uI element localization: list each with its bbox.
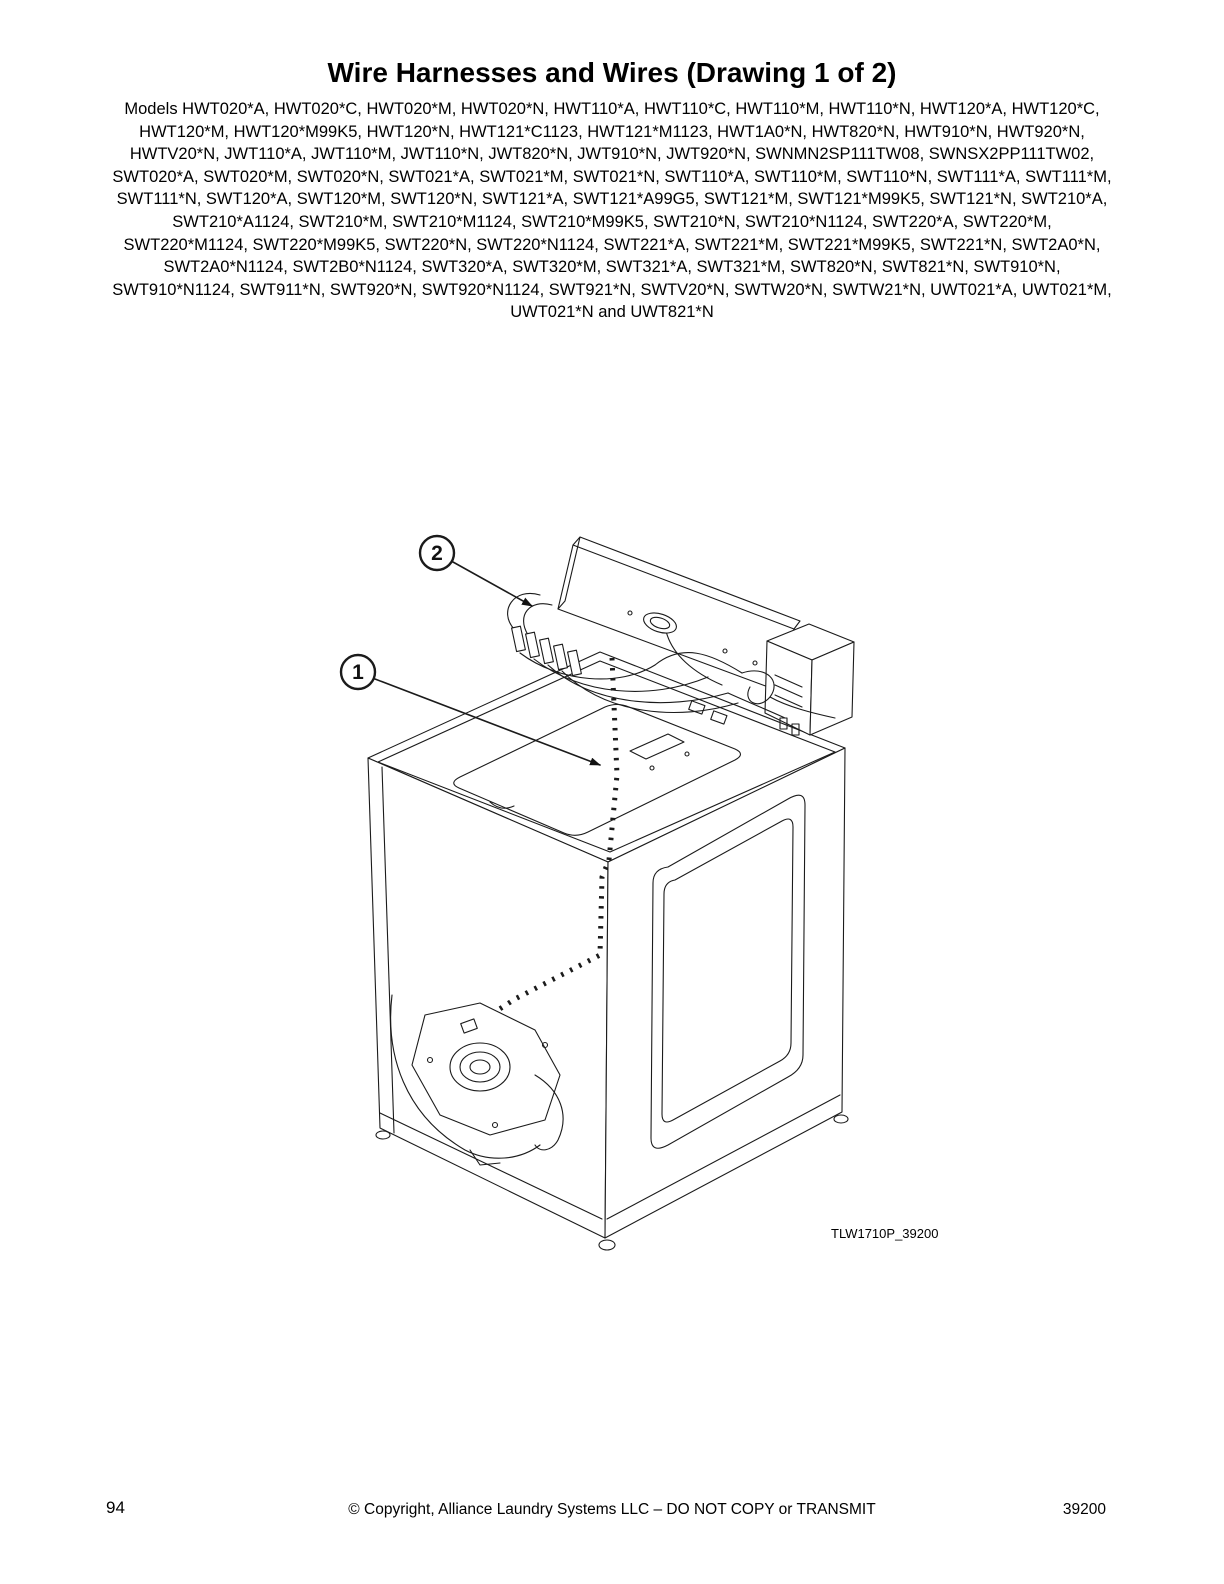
page-title: Wire Harnesses and Wires (Drawing 1 of 2) (327, 57, 897, 88)
harness-connector (512, 626, 526, 651)
harness-connector (554, 644, 568, 669)
leveling-foot (834, 1115, 848, 1123)
callout-2 (420, 536, 532, 606)
leveling-foot (376, 1131, 390, 1139)
leveling-foot (599, 1240, 615, 1250)
harness-connector (526, 632, 540, 657)
callout-2-label: 2 (431, 542, 443, 565)
callout-1-label: 1 (352, 661, 364, 684)
page-number: 94 (106, 1498, 125, 1517)
callout-2-leader-arrow (453, 562, 532, 606)
harness-connector (540, 638, 554, 663)
copyright-notice: © Copyright, Alliance Laundry Systems LLC – DO NOT COPY or TRANSMIT (348, 1501, 876, 1518)
drawing-code-label: TLW1710P_39200 (831, 1226, 939, 1241)
models-list: Models HWT020*A, HWT020*C, HWT020*M, HWT020*N, HWT110*A, HWT110*C, HWT110*M, HWT110*N, HWT120*A, HWT120*C, HWT120*M, HWT120*M99K5, HWT120*N, HWT121*C1123, HWT121*M1123, HWT1A0*N, HWT820*N, HWT910*N, HWT920*N, HWTV20*N, JWT110*A, JWT110*M, JWT110*N, JWT820*N, JWT910*N, JWT920*N, SWNMN2SP111TW08, SWNSX2PP111TW02, SWT020*A, SWT020*M, SWT020*N, SWT021*A, SWT021*M, SWT021*N, SWT110*A, SWT110*M, SWT110*N, SWT111*A, SWT111*M, SWT111*N, SWT120*A, SWT120*M, SWT120*N, SWT121*A, SWT121*A99G5, SWT121*M, SWT121*M99K5, SWT121*N, SWT210*A, SWT210*A1124, SWT210*M, SWT210*M1124, SWT210*M99K5, SWT210*N, SWT210*N1124, SWT220*A, SWT220*M, SWT220*M1124, SWT220*M99K5, SWT220*N, SWT220*N1124, SWT221*A, SWT221*M, SWT221*M99K5, SWT221*N, SWT2A0*N, SWT2A0*N1124, SWT2B0*N1124, SWT320*A, SWT320*M, SWT321*A, SWT321*M, SWT820*N, SWT821*N, SWT910*N, SWT910*N1124, SWT911*N, SWT920*N, SWT920*N1124, SWT921*N, SWTV20*N, SWTW20*N, SWTW21*N, UWT021*A, UWT021*M, UWT021*N and UWT821*N (112, 100, 1112, 322)
document-number: 39200 (1062, 1501, 1106, 1518)
washer-figure (330, 515, 930, 1255)
control-hub (765, 624, 854, 735)
washer-illustration (330, 515, 930, 1255)
